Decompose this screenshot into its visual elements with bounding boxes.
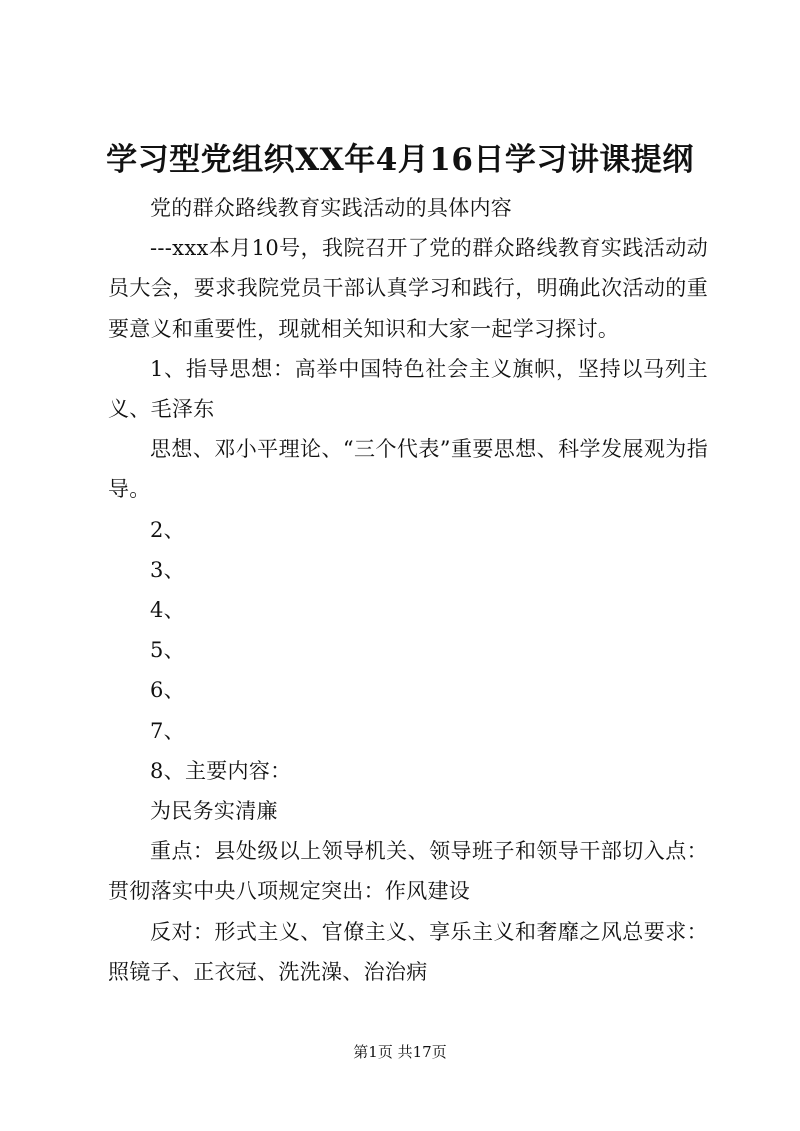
document-title: 学习型党组织XX年4月16日学习讲课提纲	[106, 142, 694, 178]
paragraph-oppose: 反对：形式主义、官僚主义、享乐主义和奢靡之风总要求：照镜子、正衣冠、洗洗澡、治治病	[108, 919, 708, 984]
paragraph-item-1: 1、指导思想：高举中国特色社会主义旗帜，坚持以马列主义、毛泽东	[108, 356, 708, 422]
document-body	[108, 188, 708, 992]
paragraph-item-3: 3、	[150, 557, 185, 582]
paragraph-motto: 为民务实清廉	[150, 799, 278, 824]
paragraph-item-7: 7、	[150, 718, 185, 743]
paragraph-item-8: 8、主要内容：	[150, 758, 292, 783]
paragraph-subtitle: 党的群众路线教育实践活动的具体内容	[150, 196, 513, 220]
page-footer: 第1页 共17页	[353, 1043, 447, 1061]
paragraph-focus: 重点：县处级以上领导机关、领导班子和领导干部切入点：贯彻落实中央八项规定突出：作风建设	[108, 839, 708, 904]
paragraph-item-5: 5、	[150, 638, 185, 663]
paragraph-intro: ---xxx本月10号，我院召开了党的群众路线教育实践活动动员大会，要求我院党员干部认真学习和践行，明确此次活动的重要意义和重要性，现就相关知识和大家一起学习探讨。	[108, 236, 708, 341]
paragraph-item-1-continued: 思想、邓小平理论、“三个代表”重要思想、科学发展观为指导。	[108, 437, 708, 502]
paragraph-item-6: 6、	[150, 678, 185, 703]
paragraph-item-4: 4、	[150, 598, 185, 623]
paragraph-item-2: 2、	[150, 517, 185, 542]
